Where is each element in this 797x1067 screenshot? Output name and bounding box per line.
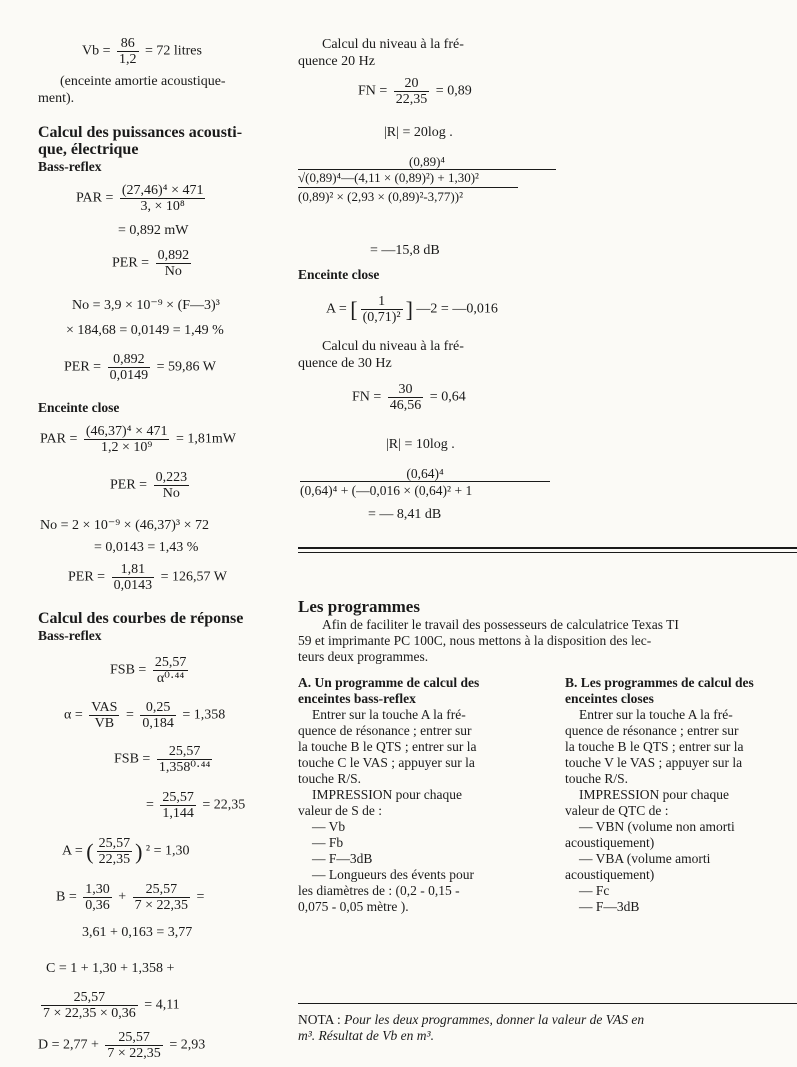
- per4-result: = 126,57 W: [160, 569, 227, 585]
- fn1-num: 20: [394, 76, 430, 92]
- alpha-result: = 1,358: [182, 707, 226, 723]
- b-plus: +: [118, 889, 127, 905]
- a-den: 22,35: [98, 852, 131, 867]
- niveau30-line-2: quence de 30 Hz: [298, 356, 392, 371]
- fn2-formula: [352, 382, 466, 413]
- big1-formula: [298, 154, 556, 205]
- nota-text-1: Pour les deux programmes, donner la valeur de VAS en: [340, 1012, 645, 1027]
- fsb2-lhs: FSB =: [114, 751, 151, 767]
- par2-formula: [40, 424, 236, 455]
- fsb2-fraction: [157, 744, 213, 775]
- alpha-fraction-1: [89, 700, 119, 731]
- program-b-title-2: enceintes closes: [565, 691, 654, 706]
- fsb3-den: 1,144: [162, 806, 194, 821]
- b-line: acoustiquement): [565, 835, 655, 850]
- fn1-result: = 0,89: [435, 83, 472, 99]
- d-fraction: [105, 1030, 162, 1061]
- per2-result: = 59,86 W: [156, 359, 216, 375]
- par-result: = 0,892 mW: [118, 223, 189, 238]
- b-num-2: 25,57: [133, 882, 190, 898]
- fsb-formula: [110, 655, 191, 686]
- d-den: 7 × 22,35: [107, 1046, 161, 1061]
- per-fraction: [156, 248, 192, 279]
- big2-den: (0,64)⁴ + (—0,016 × (0,64)² + 1: [300, 481, 550, 499]
- nota-line-1: [298, 1012, 797, 1028]
- programmes-intro-1: Afin de faciliter le travail des possesseurs de calculatrice Texas TI: [322, 617, 679, 632]
- programmes-intro-2: 59 et imprimante PC 100C, nous mettons à la disposition des lec-: [298, 633, 652, 648]
- fn1-fraction: [394, 76, 430, 107]
- subheading-enceinte-close: Enceinte close: [38, 400, 120, 415]
- vb-lhs: Vb =: [82, 43, 111, 59]
- par-lhs: PAR =: [76, 190, 114, 206]
- par-formula: [76, 183, 208, 214]
- a-line: quence de résonance ; entrer sur: [298, 723, 472, 738]
- alpha-equals: =: [125, 707, 134, 723]
- per-formula: [112, 248, 194, 279]
- big1-num: (0,89)⁴: [409, 154, 445, 169]
- per3-num: 0,223: [155, 470, 188, 485]
- c-result: = 4,11: [144, 997, 180, 1013]
- no2-line-2: = 0,0143 = 1,43 %: [94, 540, 199, 555]
- a-line: Entrer sur la touche A la fré-: [312, 707, 466, 722]
- fsb-lhs: FSB =: [110, 662, 147, 678]
- program-a-title-2: enceintes bass-reflex: [298, 691, 416, 706]
- d-lhs: D = 2,77 +: [38, 1037, 99, 1053]
- a-line: touche C le VAS ; appuyer sur la: [298, 755, 475, 770]
- fn2-fraction: [388, 382, 424, 413]
- vb-formula: [82, 36, 202, 67]
- d-num: 25,57: [105, 1030, 162, 1046]
- par-fraction: [120, 183, 206, 214]
- fsb2-den: 1,358⁰·⁴⁴: [158, 760, 211, 775]
- fn1-lhs: FN =: [358, 83, 388, 99]
- b-line: — Fc: [579, 883, 610, 898]
- big1-den-1: √(0,89)⁴—(4,11 × (0,89)²) + 1,30)²: [298, 169, 556, 185]
- niveau30-line-1: Calcul du niveau à la fré-: [322, 339, 464, 354]
- a-line: touche R/S.: [298, 771, 361, 786]
- fn2-num: 30: [388, 382, 424, 398]
- r1-formula: |R| = 20log .: [384, 125, 453, 140]
- per4-num: 1,81: [112, 562, 155, 578]
- aclose-formula: A = [ $\frac{1}{\text{(0,71)²}}$ ] —2 = —0,016: [326, 294, 498, 325]
- a-line: — Vb: [312, 819, 346, 834]
- big2-num: (0,64)⁴: [406, 466, 444, 481]
- programmes-title: Les programmes: [298, 597, 420, 616]
- a-line: IMPRESSION pour chaque: [312, 787, 462, 802]
- heading-courbes: Calcul des courbes de réponse: [38, 610, 244, 627]
- per4-lhs: PER =: [68, 569, 106, 585]
- alpha-fraction-2: [140, 700, 176, 731]
- b-equals: =: [196, 889, 205, 905]
- fsb2-num: 25,57: [157, 744, 213, 760]
- alpha-num-1: VAS: [91, 700, 118, 715]
- fn2-den: 46,56: [389, 398, 422, 413]
- b-line: valeur de QTC de :: [565, 803, 669, 818]
- a-formula: A = ( $\frac{25,57}{22,35}$ ) ² = 1,30: [62, 836, 190, 867]
- b-formula: [56, 882, 204, 913]
- fsb3-fraction: [160, 790, 196, 821]
- nota-text-2: m³. Résultat de Vb en m³.: [298, 1028, 434, 1043]
- alpha-formula: [64, 700, 225, 731]
- per4-den: 0,0143: [113, 578, 153, 593]
- par2-lhs: PAR =: [40, 431, 78, 447]
- a-line: valeur de S de :: [298, 803, 382, 818]
- b-line: quence de résonance ; entrer sur: [565, 723, 739, 738]
- aclose-fraction: [361, 294, 403, 325]
- per3-den: No: [162, 486, 180, 501]
- fsb3-lhs: =: [146, 797, 154, 813]
- a-fraction: [97, 836, 133, 867]
- per2-formula: [64, 352, 216, 383]
- par-den: 3, × 10⁸: [140, 199, 185, 214]
- note-line-1: (enceinte amortie acoustique-: [60, 74, 226, 89]
- nota-label: NOTA :: [298, 1012, 341, 1027]
- a-line: — F—3dB: [312, 851, 373, 866]
- no-line-1: No = 3,9 × 10⁻⁹ × (F—3)³: [72, 298, 220, 313]
- per-den: No: [164, 264, 182, 279]
- per3-lhs: PER =: [110, 477, 148, 493]
- a-result: ² = 1,30: [145, 843, 190, 859]
- alpha-lhs: α =: [64, 707, 83, 723]
- per3-fraction: [154, 470, 190, 501]
- program-a-title-1: A. Un programme de calcul des: [298, 675, 480, 690]
- big1-den-2: (0,89)² × (2,93 × (0,89)²-3,77))²: [298, 187, 518, 205]
- b-lhs: B =: [56, 889, 77, 905]
- b-line-2: 3,61 + 0,163 = 3,77: [82, 925, 193, 940]
- a-line: 0,075 - 0,05 mètre ).: [298, 899, 409, 914]
- b-fraction-1: [83, 882, 112, 913]
- subheading-bass-reflex-2: Bass-reflex: [38, 628, 102, 643]
- no2-line-1: No = 2 × 10⁻⁹ × (46,37)³ × 72: [40, 518, 209, 533]
- niveau20-line-1: Calcul du niveau à la fré-: [322, 37, 464, 52]
- alpha-num-2: 0,25: [140, 700, 176, 716]
- fsb3-formula: [146, 790, 245, 821]
- b-line: acoustiquement): [565, 867, 655, 882]
- subheading-bass-reflex: Bass-reflex: [38, 159, 102, 174]
- nota-rule: [298, 1003, 797, 1004]
- program-b-clip: [565, 0, 797, 1067]
- b-line: touche V le VAS ; appuyer sur la: [565, 755, 743, 770]
- heading-puissances-1: Calcul des puissances acousti-: [38, 124, 243, 141]
- b-line: — F—3dB: [579, 899, 640, 914]
- alpha-den-2: 0,184: [142, 716, 174, 731]
- fsb-den: α⁰·⁴⁴: [156, 671, 185, 686]
- fn1-formula: [358, 76, 472, 107]
- par2-num: (46,37)⁴ × 471: [85, 424, 168, 439]
- b-line: IMPRESSION pour chaque: [579, 787, 729, 802]
- per2-den: 0,0149: [109, 368, 149, 383]
- vb-den: 1,2: [119, 52, 137, 67]
- vb-num: 86: [117, 36, 139, 52]
- per2-lhs: PER =: [64, 359, 102, 375]
- b-line: touche R/S.: [565, 771, 628, 786]
- note-line-2: ment).: [38, 91, 75, 106]
- c-fraction: [41, 990, 138, 1021]
- per3-formula: [110, 470, 192, 501]
- aclose-result: —2 = —0,016: [416, 301, 498, 317]
- b-line: Entrer sur la touche A la fré-: [579, 707, 733, 722]
- per2-fraction: [108, 352, 151, 383]
- b-line: — VBA (volume amorti: [579, 851, 711, 866]
- program-b-title-1: B. Les programmes de calcul des: [565, 675, 754, 690]
- fsb2-formula: [114, 744, 215, 775]
- heading-puissances-2: que, électrique: [38, 141, 139, 158]
- a-line: — Longueurs des évents pour: [312, 867, 474, 882]
- big2-formula: [300, 466, 550, 499]
- par2-den: 1,2 × 10⁹: [101, 440, 153, 455]
- c-den: 7 × 22,35 × 0,36: [43, 1006, 136, 1021]
- programmes-intro-3: teurs deux programmes.: [298, 649, 429, 664]
- a-lhs: A =: [62, 843, 83, 859]
- b-num-1: 1,30: [85, 882, 110, 897]
- fn2-result: = 0,64: [429, 389, 466, 405]
- per4-fraction: [112, 562, 155, 593]
- b-den-2: 7 × 22,35: [134, 898, 189, 913]
- alpha-den-1: VB: [94, 716, 115, 731]
- vb-result: = 72 litres: [145, 43, 202, 59]
- no-line-2: × 184,68 = 0,0149 = 1,49 %: [66, 323, 224, 338]
- per2-num: 0,892: [108, 352, 151, 368]
- aclose-lhs: A =: [326, 301, 347, 317]
- a-num: 25,57: [98, 836, 131, 851]
- fsb-num: 25,57: [154, 655, 187, 670]
- a-line: la touche B le QTS ; entrer sur la: [298, 739, 477, 754]
- r2-formula: |R| = 10log .: [386, 437, 455, 452]
- fsb3-num: 25,57: [162, 790, 194, 805]
- b-line: la touche B le QTS ; entrer sur la: [565, 739, 744, 754]
- aclose-den: (0,71)²: [362, 310, 401, 325]
- a-line: les diamètres de : (0,2 - 0,15 -: [298, 883, 460, 898]
- c-formula: [38, 990, 180, 1021]
- per-lhs: PER =: [112, 255, 150, 271]
- par2-fraction: [84, 424, 170, 455]
- c-num: 25,57: [41, 990, 138, 1006]
- big1-result: = —15,8 dB: [370, 243, 440, 258]
- niveau20-line-2: quence 20 Hz: [298, 54, 375, 69]
- fn2-lhs: FN =: [352, 389, 382, 405]
- c-line-1: C = 1 + 1,30 + 1,358 +: [46, 961, 175, 976]
- big2-result: = — 8,41 dB: [368, 507, 442, 522]
- fsb3-result: = 22,35: [202, 797, 246, 813]
- par-num: (27,46)⁴ × 471: [121, 183, 204, 198]
- fn1-den: 22,35: [395, 92, 428, 107]
- subheading-enceinte-close-2: Enceinte close: [298, 267, 380, 282]
- d-formula: [38, 1030, 205, 1061]
- fsb-fraction: [153, 655, 189, 686]
- vb-fraction: [117, 36, 139, 67]
- d-result: = 2,93: [169, 1037, 206, 1053]
- per-num: 0,892: [157, 248, 190, 263]
- b-den-1: 0,36: [85, 898, 110, 913]
- b-line: — VBN (volume non amorti: [579, 819, 735, 834]
- per4-formula: [68, 562, 227, 593]
- par2-result: = 1,81mW: [175, 431, 236, 447]
- b-fraction-2: [133, 882, 190, 913]
- a-line: — Fb: [312, 835, 344, 850]
- aclose-num: 1: [361, 294, 403, 310]
